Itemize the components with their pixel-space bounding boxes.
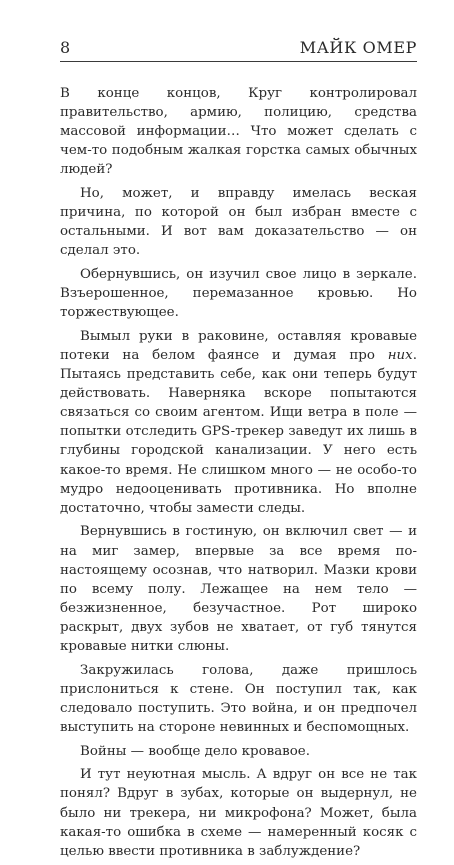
paragraph: Но, может, и вправду имелась веская причина, по которой он был избран вместе с остальными. И вот вам доказательство — он сделал это.: [60, 186, 417, 259]
paragraph: [60, 327, 417, 518]
running-header: [60, 38, 417, 62]
paragraph: Обернувшись, он изучил свое лицо в зеркале. Взъерошенное, перемазанное кровью. Но торжествующее.: [60, 267, 417, 321]
body-text: [60, 84, 417, 861]
paragraph: И тут неуютная мысль. А вдруг он все не так понял? Вдруг в зубах, которые он выдернул, не было ни трекера, ни микрофона? Может, была какая-то ошибка в схеме — намеренный косяк с целью ввести противника в заблуждение?: [60, 767, 417, 859]
running-header-author: МАЙК ОМЕР: [299, 38, 417, 57]
emphasis-text: них: [387, 348, 413, 363]
paragraph: Вернувшись в гостиную, он включил свет — и на миг замер, впервые за все время по-настоящему осознав, что натворил. Мазки крови по всему полу. Лежащее на нем тело — безжизненное, безучастное. Рот широко раскрыт, двух зубов не хватает, от губ тянутся кровавые нитки слюны.: [60, 524, 417, 654]
paragraph: Закружилась голова, даже пришлось прислониться к стене. Он поступил так, как следовало поступить. Это война, и он предпочел выступить на стороне невинных и беспомощных.: [60, 662, 417, 735]
paragraph-text: . Пытаясь представить себе, как они теперь будут действовать. Наверняка вскоре попытаются связаться со своим агентом. Ищи ветра в поле — попытки отследить GPS-трекер заведут их лишь в глубины городской канализации. У него есть какое-то время. Не слишком много — не особо-то мудро недооценивать противника. Но вполне достаточно, чтобы замести следы.: [60, 348, 417, 516]
page-number: 8: [60, 38, 71, 57]
paragraph-text: Вымыл руки в раковине, оставляя кровавые потеки на белом фаянсе и думая про: [60, 328, 417, 363]
paragraph: В конце концов, Круг контролировал правительство, армию, полицию, средства массовой информации… Что может сделать с чем-то подобным жалкая горстка самых обычных людей?: [60, 86, 417, 178]
paragraph: Войны — вообще дело кровавое.: [80, 743, 310, 759]
book-page: [60, 38, 417, 865]
